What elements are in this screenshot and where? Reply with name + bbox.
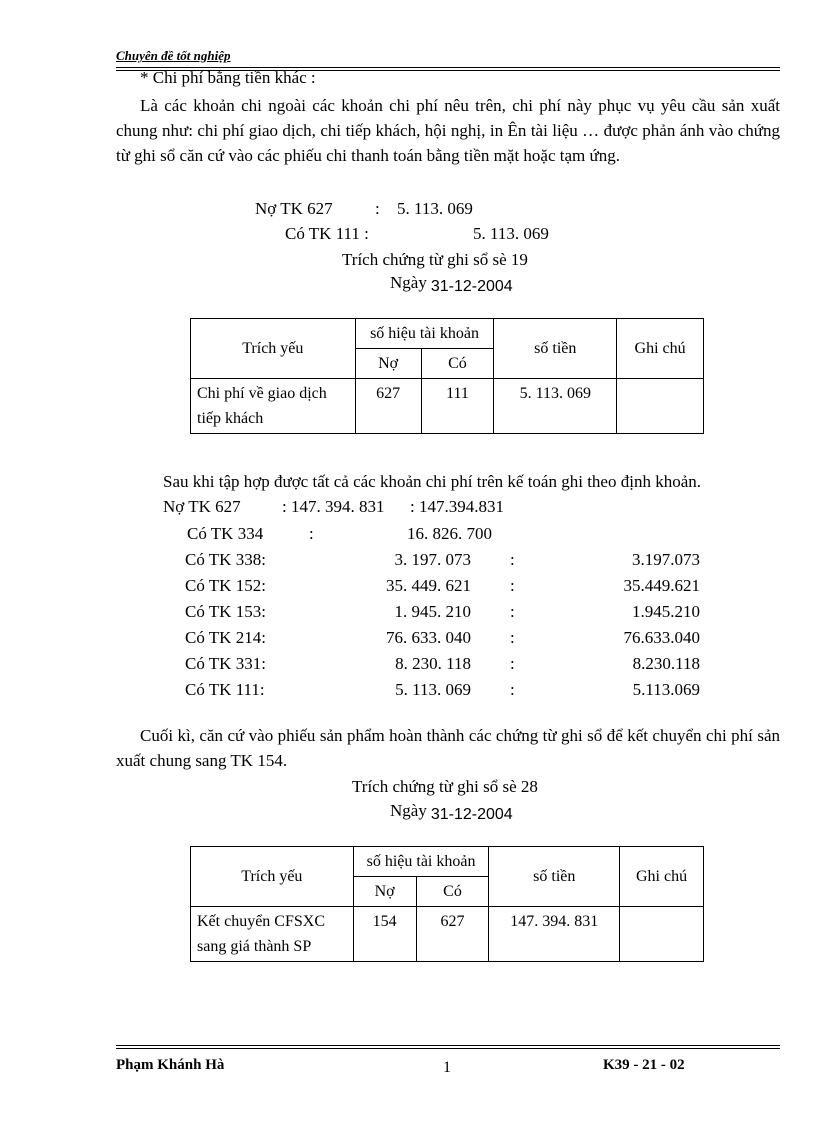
- header-summary: Trích yếu: [191, 847, 354, 907]
- credit-334-sep: :: [309, 524, 314, 543]
- header-credit: Có: [416, 877, 489, 907]
- header-summary: Trích yếu: [191, 319, 356, 379]
- credit-line-sep: :: [510, 602, 515, 621]
- voucher-28-date-value: 31-12-2004: [430, 806, 513, 823]
- section2-intro: Sau khi tập hợp được tất cả các khoản chi phí trên kế toán ghi theo định khoản.: [163, 472, 701, 491]
- credit-334-value: 16. 826. 700: [407, 524, 492, 543]
- credit-line-value: 3. 197. 073: [394, 550, 471, 569]
- header-account: số hiệu tài khoản: [353, 847, 489, 877]
- entry-debit-value: 5. 113. 069: [397, 199, 473, 218]
- document-header-title: Chuyên đề tốt nghiệp: [116, 48, 231, 63]
- credit-line-total: 3.197.073: [632, 550, 700, 569]
- entry-debit-sep: :: [375, 199, 380, 218]
- credit-line-sep: :: [510, 628, 515, 647]
- credit-line-sep: :: [510, 654, 515, 673]
- footer-author: Phạm Khánh Hà: [116, 1057, 225, 1073]
- voucher-19-date: [390, 273, 513, 296]
- credit-line-label: Có TK 214:: [185, 628, 266, 647]
- header-note: Ghi chú: [620, 847, 704, 907]
- cell-credit: 627: [416, 907, 489, 962]
- credit-line-value: 76. 633. 040: [386, 628, 471, 647]
- cell-debit: 627: [355, 379, 421, 434]
- voucher-28-title: Trích chứng từ ghi sổ sè 28: [352, 777, 538, 796]
- cell-debit: 154: [353, 907, 416, 962]
- debit-627-value-total: : 147.394.831: [410, 497, 504, 516]
- table-header-row: [191, 319, 704, 349]
- credit-line-label: Có TK 338:: [185, 550, 266, 569]
- cell-note: [620, 907, 704, 962]
- section1-paragraph: [116, 93, 780, 168]
- voucher-19-date-value: 31-12-2004: [430, 278, 513, 295]
- credit-line-label: Có TK 152:: [185, 576, 266, 595]
- credit-line-total: 5.113.069: [632, 680, 700, 699]
- debit-627-label: Nợ TK 627: [163, 497, 241, 516]
- credit-line-value: 8. 230. 118: [395, 654, 471, 673]
- section1-paragraph-text: Là các khoản chi ngoài các khoản chi phí nêu trên, chi phí này phục vụ yêu cầu sản xuất chung như: chi phí giao dịch, chi tiếp khách, hội nghị, in Ên tài liệu … được phản ánh vào chứng từ ghi sổ căn cứ vào các phiếu chi thanh toán bằng tiền mặt hoặc tạm ứng.: [116, 96, 780, 165]
- credit-line-value: 1. 945. 210: [394, 602, 471, 621]
- footer-rule-bottom: [116, 1048, 780, 1049]
- footer-rule-top: [116, 1045, 780, 1046]
- voucher-19-title: Trích chứng từ ghi sổ sè 19: [342, 250, 528, 269]
- credit-line-total: 76.633.040: [623, 628, 700, 647]
- credit-line-value: 35. 449. 621: [386, 576, 471, 595]
- header-debit: Nợ: [355, 349, 421, 379]
- entry-debit-label: Nợ TK 627: [255, 199, 333, 218]
- cell-amount: 147. 394. 831: [489, 907, 620, 962]
- cell-amount: 5. 113. 069: [494, 379, 617, 434]
- voucher-19-table: [190, 318, 704, 434]
- cell-summary: Chi phí về giao dịch tiếp khách: [191, 379, 356, 434]
- credit-line-total: 35.449.621: [623, 576, 700, 595]
- credit-334-label: Có TK 334: [187, 524, 264, 543]
- cell-credit: 111: [421, 379, 494, 434]
- entry-credit-value: 5. 113. 069: [473, 224, 549, 243]
- header-debit: Nợ: [353, 877, 416, 907]
- header-credit: Có: [421, 349, 494, 379]
- table-row: [191, 907, 704, 962]
- section-heading: * Chi phí bằng tiền khác :: [140, 68, 316, 87]
- credit-line-total: 1.945.210: [632, 602, 700, 621]
- voucher-28-table: [190, 846, 704, 962]
- cell-note: [617, 379, 704, 434]
- cell-summary: Kết chuyển CFSXC sang giá thành SP: [191, 907, 354, 962]
- header-account: số hiệu tài khoản: [355, 319, 494, 349]
- section3-paragraph-text: Cuối kì, căn cứ vào phiếu sản phẩm hoàn thành các chứng từ ghi sổ để kết chuyển chi phí sản xuất chung sang TK 154.: [116, 726, 780, 770]
- header-note: Ghi chú: [617, 319, 704, 379]
- entry-credit-label: Có TK 111 :: [285, 224, 369, 243]
- credit-line-label: Có TK 111:: [185, 680, 265, 699]
- credit-line-label: Có TK 153:: [185, 602, 266, 621]
- voucher-28-date-label: Ngày: [390, 801, 427, 820]
- credit-line-label: Có TK 331:: [185, 654, 266, 673]
- credit-line-sep: :: [510, 576, 515, 595]
- credit-line-total: 8.230.118: [632, 654, 700, 673]
- table-header-row: [191, 847, 704, 877]
- footer-page-number: 1: [443, 1059, 451, 1076]
- credit-line-sep: :: [510, 550, 515, 569]
- header-amount: số tiền: [494, 319, 617, 379]
- voucher-19-date-label: Ngày: [390, 273, 427, 292]
- footer-class-code: K39 - 21 - 02: [603, 1057, 685, 1073]
- credit-line-value: 5. 113. 069: [395, 680, 471, 699]
- section3-paragraph: [116, 723, 780, 773]
- debit-627-value: : 147. 394. 831: [282, 497, 385, 516]
- header-amount: số tiền: [489, 847, 620, 907]
- table-row: [191, 379, 704, 434]
- credit-line-sep: :: [510, 680, 515, 699]
- voucher-28-date: [390, 801, 513, 824]
